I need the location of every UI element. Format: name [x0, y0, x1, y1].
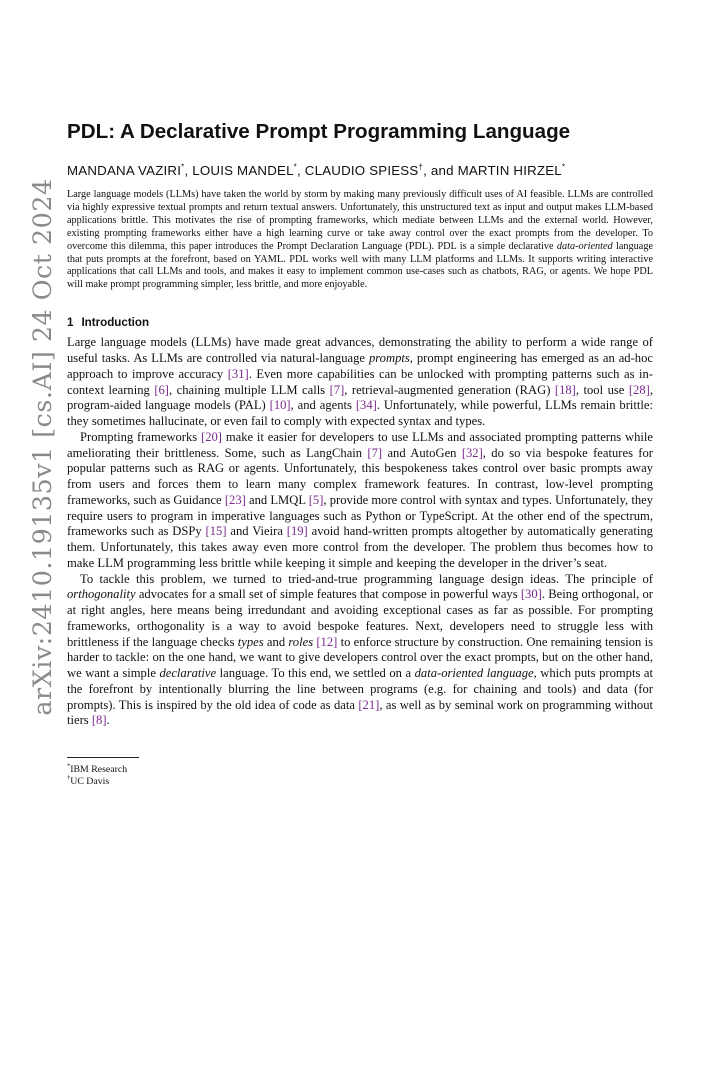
- text-run: and LMQL: [245, 492, 309, 507]
- author-affiliation-mark: *: [293, 162, 297, 172]
- author-name: CLAUDIO SPIESS: [304, 163, 419, 178]
- citation-link[interactable]: [23]: [224, 492, 246, 507]
- paper-title: PDL: A Declarative Prompt Programming Language: [67, 120, 571, 143]
- text-run: To tackle this problem, we turned to tried-and-true programming language design ideas. The principle of: [80, 571, 653, 586]
- paper-content: [67, 118, 653, 788]
- citation-link[interactable]: [7]: [329, 382, 345, 397]
- author-affiliation-mark: †: [418, 162, 424, 172]
- intro-paragraph-1: [67, 335, 653, 430]
- text-run: Large language models (LLMs) have taken the world by storm by making many previously difficult uses of AI feasible. LLMs are controlled via highly expressive textual prompts and return textual answers. Unfortunately, this unstructured text as input and output makes LLM-based applications brittle. This motivates the rise of prompting frameworks, which mediate between LLMs and the external world. However, existing prompting frameworks either have a high learning curve or take away control over the exact prompts from the developer. To overcome this dilemma, this paper introduces the Prompt Declaration Language (PDL). PDL is a simple declarative: [67, 189, 653, 252]
- text-run: Large language models (LLMs) have made great advances, demonstrating the ability to perform a wide range of useful tasks. As LLMs are controlled via natural-language: [67, 335, 653, 365]
- arxiv-sidebar: [22, 178, 62, 716]
- text-run: make it easier for developers to use LLMs and associated prompting patterns while ameliorating their brittleness. Some, such as LangChain: [67, 429, 653, 460]
- text-run: to enforce structure by construction. One remaining tension is harder to tackle: on the one hand, we want to give developers control over the exact prompts, but on the other hand, we want a simple: [67, 634, 653, 680]
- text-run: , program-aided language models (PAL): [67, 382, 653, 413]
- citation-link[interactable]: [28]: [628, 382, 650, 397]
- footnote-divider: [67, 757, 139, 758]
- footnote-item: [67, 764, 653, 776]
- intro-paragraph-2: [67, 430, 653, 572]
- section-heading: [67, 315, 653, 331]
- emphasis-text: roles: [288, 634, 314, 649]
- text-run: . Being orthogonal, or at right angles, here means being irredundant and avoiding exceptional cases as far as possible. For prompting frameworks, orthogonality is a way to avoid bespoke features. Next, developers need to struggle less with brittleness if the language checks: [67, 587, 653, 649]
- text-run: . Even more capabilities can be unlocked with prompting patterns such as in-context learning: [67, 366, 653, 397]
- citation-link[interactable]: [20]: [201, 429, 222, 444]
- footnotes: [67, 764, 653, 788]
- text-run: , provide more control with syntax and types. Unfortunately, they require users to program in imperative languages such as Python or TypeScript. At the other end of the spectrum, frameworks such as DSPy: [67, 492, 654, 539]
- citation-link[interactable]: [30]: [520, 587, 542, 602]
- author-separator: ,: [297, 163, 305, 178]
- text-run: , which puts prompts at the forefront by intentionally blurring the line between programs (e.g. for chaining and tools) and data (for prompts). This is inspired by the old idea of code as data: [67, 666, 653, 712]
- footnote-item: [67, 776, 653, 788]
- author-name: LOUIS MANDEL: [192, 163, 294, 178]
- text-run: , tool use: [575, 382, 629, 397]
- intro-paragraph-3: [67, 572, 653, 730]
- author-separator: ,: [184, 163, 193, 178]
- author-list: [67, 162, 653, 180]
- emphasis-text: data-oriented language: [414, 666, 534, 680]
- text-run: language. To this end, we settled on a: [216, 666, 415, 680]
- text-run: and AutoGen: [382, 445, 462, 460]
- citation-link[interactable]: [12]: [316, 634, 338, 649]
- text-run: , and agents: [290, 398, 356, 413]
- citation-link[interactable]: [5]: [308, 492, 324, 507]
- citation-link[interactable]: [19]: [286, 524, 308, 539]
- text-run: .: [106, 713, 110, 728]
- author-name: MANDANA VAZIRI: [67, 163, 182, 178]
- text-run: Prompting frameworks: [80, 429, 201, 444]
- author-affiliation-mark: *: [561, 162, 566, 172]
- footnote-text: IBM Research: [70, 764, 128, 775]
- citation-link[interactable]: [7]: [367, 445, 383, 460]
- citation-link[interactable]: [10]: [269, 398, 291, 413]
- text-run: , do so via bespoke features for popular patterns such as RAG or agents. Unfortunately, this bespokeness takes control over basic prompts away from users and forces them to learn many complex framework features. In contrast, low-level prompting frameworks, such as Guidance: [67, 445, 653, 507]
- citation-link[interactable]: [8]: [91, 713, 107, 728]
- text-run: , prompt engineering has emerged as an ad-hoc approach to improve accuracy: [67, 351, 653, 381]
- citation-link[interactable]: [34]: [355, 398, 377, 413]
- citation-link[interactable]: [31]: [227, 366, 249, 381]
- text-run: , retrieval-augmented generation (RAG): [344, 382, 555, 397]
- citation-link[interactable]: [18]: [554, 382, 576, 397]
- text-run: and Vieira: [226, 524, 287, 539]
- footnote-text: UC Davis: [70, 776, 110, 788]
- citation-link[interactable]: [32]: [461, 445, 483, 460]
- emphasis-text: orthogonality: [67, 587, 136, 602]
- section-number: 1: [67, 316, 74, 330]
- text-run: and: [263, 634, 289, 649]
- emphasis-text: prompts: [368, 351, 410, 365]
- text-run: , as well as by seminal work on programming without tiers: [67, 697, 653, 728]
- text-run: . Unfortunately, while powerful, LLMs remain brittle: they sometimes hallucinate, or even fail to comply with expected syntax and types.: [67, 398, 653, 428]
- emphasis-text: data-oriented: [556, 240, 613, 252]
- arxiv-identifier: arXiv:2410.19135v1 [cs.AI] 24 Oct 2024: [27, 178, 57, 716]
- author-name: MARTIN HIRZEL: [457, 163, 562, 178]
- citation-link[interactable]: [6]: [154, 382, 169, 397]
- author-affiliation-mark: *: [181, 162, 185, 172]
- footnote-mark: *: [67, 762, 71, 770]
- text-run: advocates for a small set of simple features that compose in powerful ways: [135, 587, 521, 602]
- section-title: Introduction: [81, 316, 150, 330]
- text-run: , chaining multiple LLM calls: [169, 382, 330, 397]
- citation-link[interactable]: [21]: [358, 697, 380, 712]
- text-run: avoid hand-written prompts altogether by automatically generating them. Unfortunately, this takes away even more control from the developer. The problem thus becomes how to make LLM programming less brittle while keeping it simple and keeping the developer in the driver’s seat.: [67, 524, 653, 570]
- emphasis-text: types: [237, 634, 264, 649]
- citation-link[interactable]: [15]: [205, 524, 227, 539]
- footnote-mark: †: [67, 774, 71, 782]
- emphasis-text: declarative: [159, 666, 217, 680]
- abstract: [67, 189, 653, 292]
- text-run: language that puts prompts at the forefront, based on YAML. PDL works well with many LLM platforms and LLMs. It supports writing interactive applications that call LLMs and tools, and makes it easy to implement common use-cases such as chatbots, RAG, or agents. We hope PDL will make prompt programming simpler, less brittle, and more enjoyable.: [67, 240, 654, 291]
- author-separator: , and: [423, 163, 458, 178]
